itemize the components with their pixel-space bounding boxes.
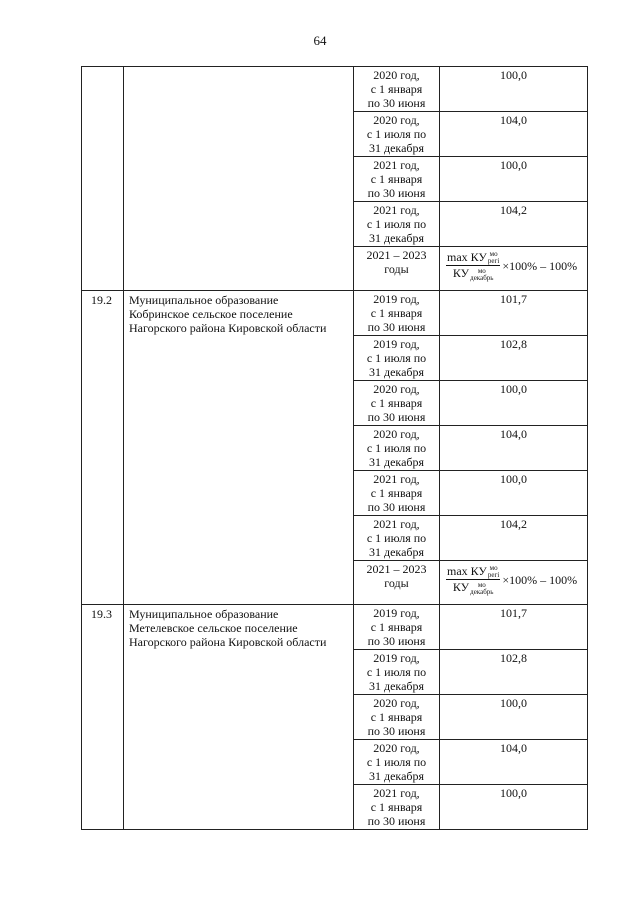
formula [440,248,587,282]
period-line: с 1 июля по [366,351,427,365]
period-line: 31 декабря [368,679,425,693]
period-line: с 1 января [370,396,423,410]
formula-scripts [488,251,499,265]
value-cell: 101,7 [440,291,588,336]
formula-tail: ×100% – 100% [502,258,578,273]
formula-denominator [453,266,494,281]
period-cell [354,426,440,471]
period-line: с 1 июля по [366,755,427,769]
period-line: с 1 января [370,82,423,96]
formula-sub: pегі [487,257,500,266]
period-line: 2021 год, [373,517,420,531]
formula-numerator [446,564,500,580]
value-cell: 104,0 [440,112,588,157]
period-line: 2020 год, [373,696,420,710]
table-row [82,291,588,336]
period-cell [354,471,440,516]
value-cell: 100,0 [440,695,588,740]
formula-sup: мо [489,250,498,259]
period-line: 31 декабря [368,365,425,379]
municipality-name-line: Нагорского района Кировской области [129,635,327,649]
period-line: с 1 января [370,620,423,634]
period-line: 31 декабря [368,455,425,469]
period-line: по 30 июня [367,320,426,334]
value-cell: 100,0 [440,157,588,202]
period-line: 2020 год, [373,382,420,396]
formula-sub: декабрь [470,587,494,596]
period-line: 2021 год, [373,158,420,172]
period-line: 2019 год, [373,337,420,351]
period-line: 2019 год, [373,292,420,306]
formula-max-label: max КУ [447,564,487,578]
value-cell: 100,0 [440,471,588,516]
value-cell: 100,0 [440,381,588,426]
period-line: с 1 июля по [366,127,427,141]
period-cell [354,247,440,291]
period-cell [354,695,440,740]
period-cell [354,291,440,336]
municipality-name-cell [124,605,354,830]
period-line: 31 декабря [368,141,425,155]
table-row [82,67,588,112]
formula-sub: pегі [487,571,500,580]
period-line: по 30 июня [367,500,426,514]
value-cell: 104,0 [440,740,588,785]
period-line: по 30 июня [367,96,426,110]
period-line: по 30 июня [367,634,426,648]
formula-tail: ×100% – 100% [502,572,578,587]
period-cell [354,67,440,112]
period-line: 31 декабря [368,769,425,783]
value-cell [440,247,588,291]
period-line: 2021 – 2023 [366,562,427,576]
formula-scripts [470,268,493,282]
period-cell [354,740,440,785]
period-line: с 1 января [370,306,423,320]
formula-den-label: КУ [452,580,470,595]
formula-sup: мо [477,580,486,589]
value-cell: 104,2 [440,202,588,247]
formula-fraction [446,250,500,282]
formula-scripts [470,582,493,596]
period-line: с 1 июля по [366,441,427,455]
value-cell [440,561,588,605]
period-line: 2021 год, [373,472,420,486]
page-number: 64 [313,33,327,48]
value-cell: 102,8 [440,336,588,381]
formula-sup: мо [489,564,498,573]
value-cell: 104,0 [440,426,588,471]
formula-scripts [488,565,499,579]
period-line: с 1 июля по [366,217,427,231]
period-line: с 1 января [370,486,423,500]
period-line: 2020 год, [373,113,420,127]
period-cell [354,157,440,202]
formula-fraction [446,564,500,596]
period-line: по 30 июня [367,410,426,424]
period-line: 2021 год, [373,786,420,800]
municipality-name-line: Муниципальное образование [129,607,279,621]
formula-sub: декабрь [470,273,494,282]
period-line: по 30 июня [367,724,426,738]
period-line: годы [384,576,409,590]
municipality-name-line: Муниципальное образование [129,293,279,307]
value-cell: 100,0 [440,67,588,112]
period-line: с 1 июля по [366,665,427,679]
period-line: по 30 июня [367,814,426,828]
municipality-name-line: Нагорского района Кировской области [129,321,327,335]
formula-numerator [446,250,500,266]
value-cell: 104,2 [440,516,588,561]
formula-denominator [453,580,494,595]
period-line: с 1 января [370,172,423,186]
period-line: 2019 год, [373,606,420,620]
period-cell [354,381,440,426]
period-line: 2021 – 2023 [366,248,427,262]
period-cell [354,112,440,157]
tariff-table [81,66,588,830]
period-line: с 1 июля по [366,531,427,545]
table-row [82,605,588,650]
formula-sup: мо [477,266,486,275]
municipality-name-cell [124,291,354,605]
period-line: 31 декабря [368,231,425,245]
period-line: 2020 год, [373,68,420,82]
value-cell: 101,7 [440,605,588,650]
period-cell [354,605,440,650]
value-cell: 100,0 [440,785,588,830]
municipality-name-line: Кобринское сельское поселение [129,307,293,321]
period-line: 2020 год, [373,427,420,441]
period-cell [354,561,440,605]
period-line: 31 декабря [368,545,425,559]
period-line: годы [384,262,409,276]
period-cell [354,650,440,695]
period-line: по 30 июня [367,186,426,200]
period-cell [354,516,440,561]
period-line: 2021 год, [373,203,420,217]
period-line: с 1 января [370,710,423,724]
municipality-name-line: Метелевское сельское поселение [129,621,298,635]
value-cell: 102,8 [440,650,588,695]
period-line: 2020 год, [373,741,420,755]
formula [440,562,587,596]
period-line: 2019 год, [373,651,420,665]
formula-den-label: КУ [452,266,470,281]
item-number-cell: 19.2 [82,291,124,605]
period-cell [354,336,440,381]
period-cell [354,202,440,247]
item-number-cell [82,67,124,291]
formula-max-label: max КУ [447,250,487,264]
period-line: с 1 января [370,800,423,814]
item-number-cell: 19.3 [82,605,124,830]
period-cell [354,785,440,830]
municipality-name-cell [124,67,354,291]
